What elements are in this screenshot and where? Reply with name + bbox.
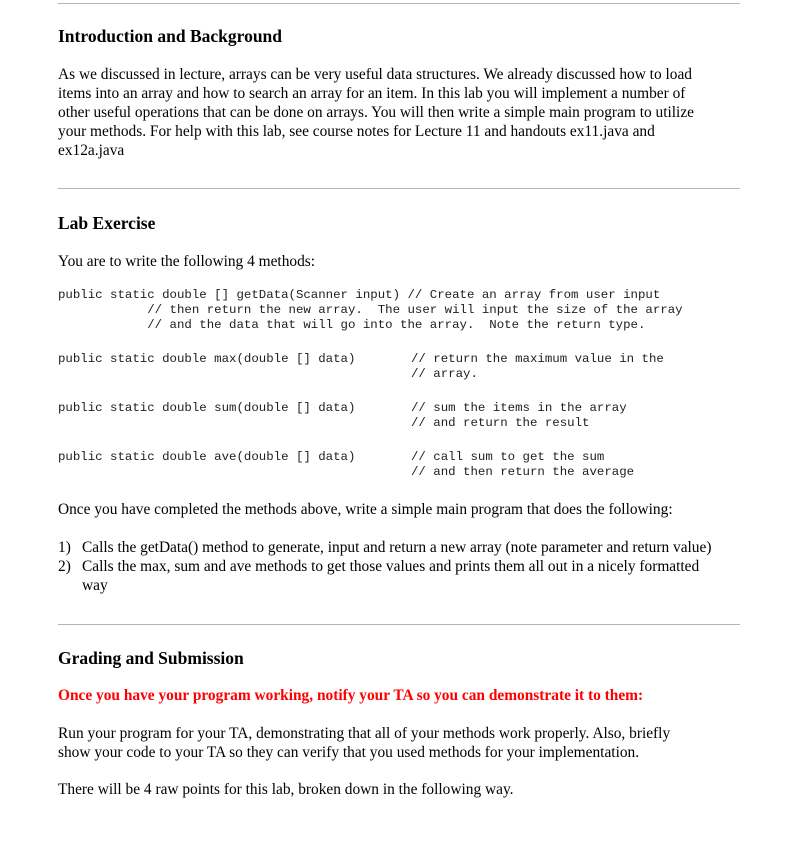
points-text: There will be 4 raw points for this lab, broken down in the following way. <box>58 781 514 798</box>
comment-line: // sum the items in the array <box>411 401 627 415</box>
comment-line: // return the maximum value in the <box>411 352 664 366</box>
exercise-heading: Lab Exercise <box>58 213 156 233</box>
points-paragraph <box>58 780 748 799</box>
intro-line: As we discussed in lecture, arrays can be very useful data structures. We already discussed how to load <box>58 66 692 83</box>
comment-line: // and return the result <box>411 416 590 430</box>
intro-line: items into an array and how to search an array for an item. In this lab you will implement a number of <box>58 85 686 102</box>
exercise-intro <box>58 252 748 271</box>
run-line: show your code to your TA so they can verify that you used methods for your implementation. <box>58 744 640 761</box>
max-comment <box>411 352 664 382</box>
steps-list <box>58 538 758 595</box>
run-paragraph <box>58 724 748 762</box>
list-line: Calls the getData() method to generate, input and return a new array (note parameter and return value) <box>82 539 712 556</box>
sum-comment <box>411 401 627 431</box>
intro-paragraph <box>58 65 748 160</box>
getdata-code-block <box>58 288 683 333</box>
list-line: Calls the max, sum and ave methods to get those values and prints them all out in a nicely formatted <box>82 558 700 575</box>
sum-signature: public static double sum(double [] data) <box>58 401 356 415</box>
run-line: Run your program for your TA, demonstrating that all of your methods work properly. Also, briefly <box>58 725 671 742</box>
ave-comment <box>411 450 634 480</box>
intro-line: ex12a.java <box>58 142 125 159</box>
main-intro-text: Once you have completed the methods above, write a simple main program that does the following: <box>58 501 673 518</box>
section-divider <box>58 188 740 189</box>
intro-line: your methods. For help with this lab, see course notes for Lecture 11 and handouts ex11.java and <box>58 123 655 140</box>
code-line: // and the data that will go into the array. Note the return type. <box>58 318 646 332</box>
list-item <box>58 557 758 595</box>
list-number: 1) <box>58 539 71 556</box>
intro-line: other useful operations that can be done on arrays. You will then write a simple main program to utilize <box>58 104 694 121</box>
comment-line: // and then return the average <box>411 465 635 479</box>
intro-heading: Introduction and Background <box>58 26 283 46</box>
comment-line: // array. <box>411 367 478 381</box>
code-line: // then return the new array. The user will input the size of the array <box>58 303 683 317</box>
list-line: way <box>82 577 108 594</box>
top-divider <box>58 3 740 4</box>
ave-signature: public static double ave(double [] data) <box>58 450 356 464</box>
max-signature: public static double max(double [] data) <box>58 352 356 366</box>
list-number: 2) <box>58 558 71 575</box>
exercise-intro-text: You are to write the following 4 methods: <box>58 253 316 270</box>
ta-notice <box>58 686 748 705</box>
section-divider <box>58 624 740 625</box>
code-line: public static double [] getData(Scanner input) // Create an array from user input <box>58 288 661 302</box>
comment-line: // call sum to get the sum <box>411 450 605 464</box>
grading-heading: Grading and Submission <box>58 648 244 668</box>
ta-notice-text: Once you have your program working, notify your TA so you can demonstrate it to them: <box>58 687 644 704</box>
main-intro <box>58 500 748 519</box>
list-item <box>58 538 758 557</box>
